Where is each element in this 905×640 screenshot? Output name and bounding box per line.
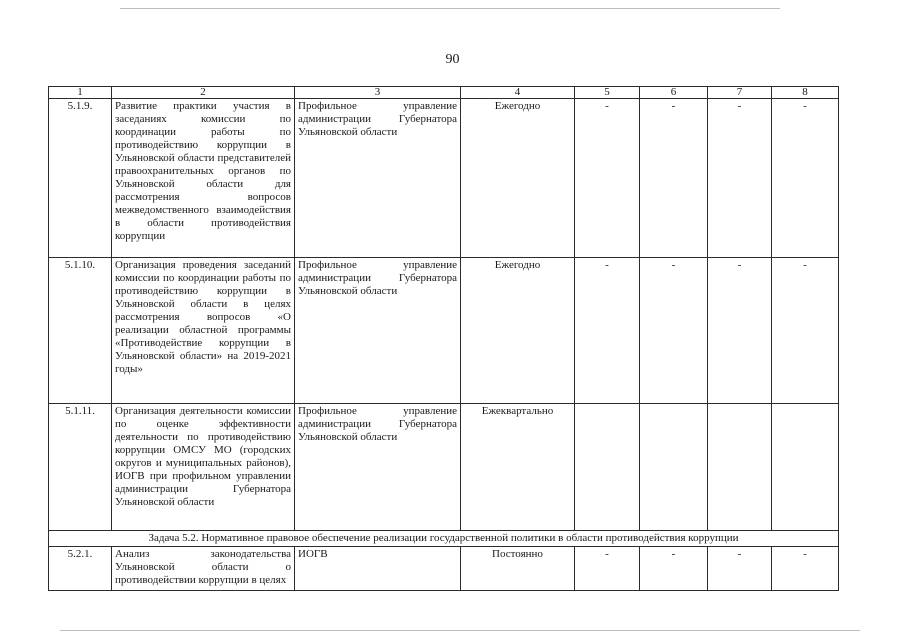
row-number: 5.1.11. [49, 404, 112, 531]
executor-cell: Профильное управление администрации Губернатора Ульяновской области [295, 258, 461, 404]
period-cell: Ежегодно [461, 99, 575, 258]
task-heading-row [49, 531, 839, 547]
table-row [49, 99, 839, 258]
task-heading: Задача 5.2. Нормативное правовое обеспечение реализации государственной политики в области противодействия коррупции [49, 531, 839, 547]
value-cell-5 [575, 404, 640, 531]
program-measures-table [48, 86, 839, 591]
executor-cell: ИОГВ [295, 547, 461, 591]
value-cell-5: - [575, 99, 640, 258]
value-cell-5: - [575, 547, 640, 591]
page-number: 90 [445, 52, 460, 67]
header-col-4: 4 [461, 87, 575, 99]
executor-cell: Профильное управление администрации Губернатора Ульяновской области [295, 404, 461, 531]
value-cell-7 [708, 404, 772, 531]
value-cell-7: - [708, 258, 772, 404]
header-col-1: 1 [49, 87, 112, 99]
row-number: 5.1.10. [49, 258, 112, 404]
header-col-5: 5 [575, 87, 640, 99]
value-cell-7: - [708, 547, 772, 591]
scan-speck-bottom [60, 630, 860, 631]
activity-cell: Анализ законодательства Ульяновской области о противодействии коррупции в целях [112, 547, 295, 591]
value-cell-6 [640, 404, 708, 531]
activity-cell: Организация деятельности комиссии по оценке эффективности деятельности по противодействию коррупции ОМСУ МО (городских округов и муниципальных районов), ИОГВ при профильном управлении администрации Губернатора Ульяновской области [112, 404, 295, 531]
value-cell-5: - [575, 258, 640, 404]
header-row [49, 87, 839, 99]
header-col-6: 6 [640, 87, 708, 99]
value-cell-6: - [640, 99, 708, 258]
header-col-3: 3 [295, 87, 461, 99]
value-cell-8 [772, 404, 839, 531]
period-cell: Ежегодно [461, 258, 575, 404]
value-cell-7: - [708, 99, 772, 258]
period-cell: Ежеквартально [461, 404, 575, 531]
header-col-2: 2 [112, 87, 295, 99]
table-row [49, 258, 839, 404]
activity-cell: Развитие практики участия в заседаниях комиссии по координации работы по противодействию коррупции в Ульяновской области представителей правоохранительных органов по Ульяновской области для рассмотрения вопросов межведомственного взаимодействия в области противодействия коррупции [112, 99, 295, 258]
value-cell-8: - [772, 547, 839, 591]
table-row [49, 547, 839, 591]
value-cell-6: - [640, 258, 708, 404]
header-col-8: 8 [772, 87, 839, 99]
executor-cell: Профильное управление администрации Губернатора Ульяновской области [295, 99, 461, 258]
value-cell-8: - [772, 99, 839, 258]
value-cell-6: - [640, 547, 708, 591]
row-number: 5.2.1. [49, 547, 112, 591]
row-number: 5.1.9. [49, 99, 112, 258]
activity-cell: Организация проведения заседаний комиссии по координации работы по противодействию коррупции в Ульяновской области в целях рассмотрения вопросов «О реализации областной программы «Противодействие коррупции в Ульяновской области» на 2019-2021 годы» [112, 258, 295, 404]
header-col-7: 7 [708, 87, 772, 99]
scan-speck-top [120, 8, 780, 9]
table-row [49, 404, 839, 531]
value-cell-8: - [772, 258, 839, 404]
period-cell: Постоянно [461, 547, 575, 591]
